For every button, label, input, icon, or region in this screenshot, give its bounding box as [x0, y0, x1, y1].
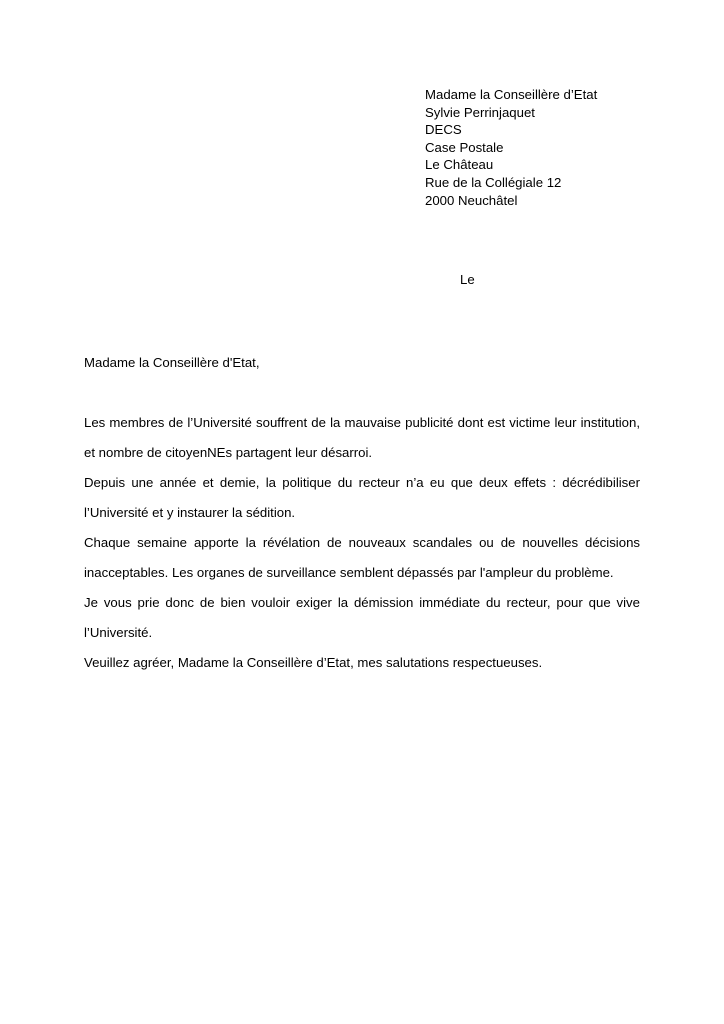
letter-body	[84, 348, 640, 678]
address-line-po-box: Case Postale	[425, 139, 504, 155]
recipient-address-block	[425, 86, 685, 209]
body-paragraph-3: Chaque semaine apporte la révélation de nouveaux scandales ou de nouvelles décisions inacceptables. Les organes de surveillance semblent dépassés par l'ampleur du problème.	[84, 535, 640, 580]
address-line-recipient-title: Madame la Conseillère d’Etat	[425, 87, 598, 102]
body-paragraph-4: Je vous prie donc de bien vouloir exiger la démission immédiate du recteur, pour que vive l’Université.	[84, 595, 640, 640]
body-paragraph-2: Depuis une année et demie, la politique du recteur n’a eu que deux effets : décrédibiliser l’Université et y instaurer la sédition.	[84, 475, 640, 520]
body-paragraph-1: Les membres de l’Université souffrent de la mauvaise publicité dont est victime leur institution, et nombre de citoyenNEs partagent leur désarroi.	[84, 415, 640, 460]
body-paragraph-closing: Veuillez agréer, Madame la Conseillère d’Etat, mes salutations respectueuses.	[84, 655, 543, 670]
address-line-city: 2000 Neuchâtel	[425, 192, 518, 208]
salutation: Madame la Conseillère d'Etat,	[84, 355, 260, 370]
address-line-recipient-name: Sylvie Perrinjaquet	[425, 104, 535, 120]
address-line-department: DECS	[425, 122, 462, 138]
address-line-street: Rue de la Collégiale 12	[425, 174, 562, 190]
date-line: Le	[460, 272, 475, 287]
address-line-building: Le Château	[425, 157, 494, 173]
